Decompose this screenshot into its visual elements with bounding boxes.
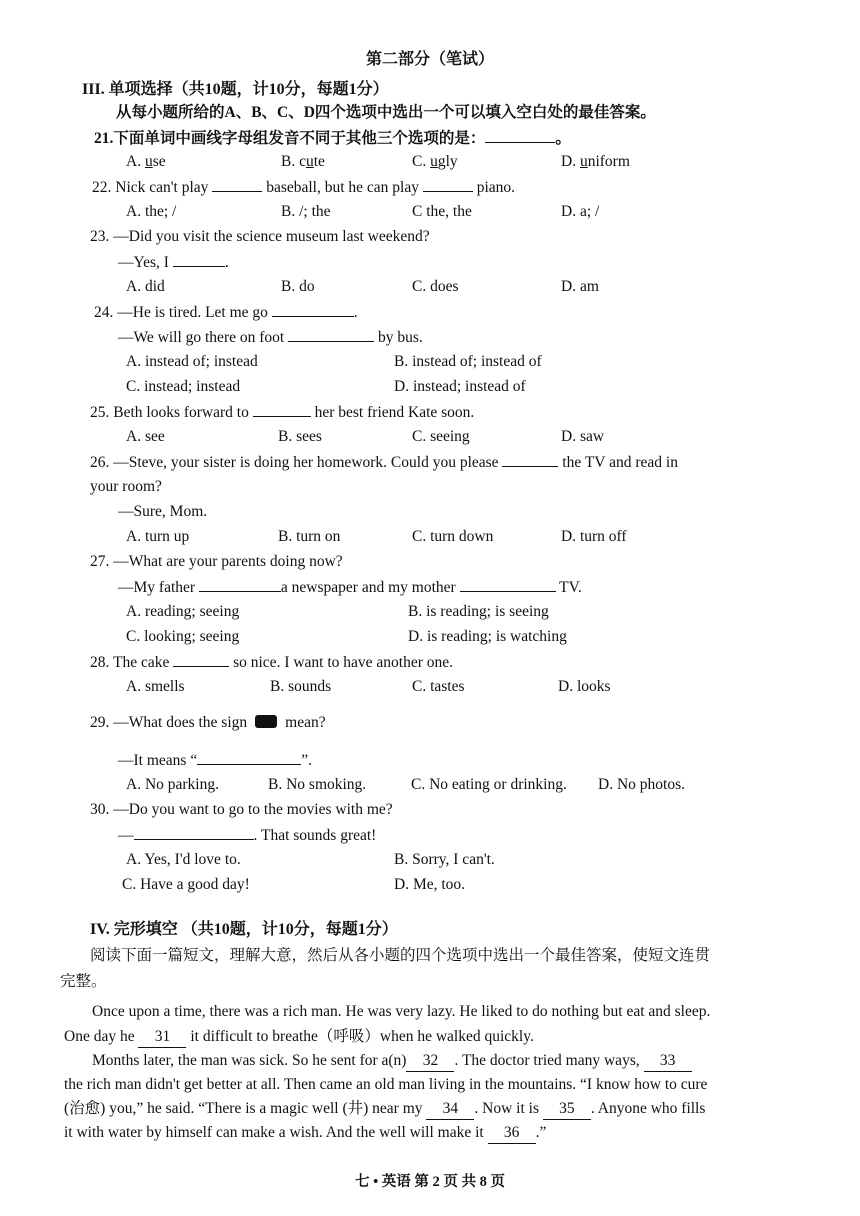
q23-option-a: A. did: [126, 278, 165, 295]
no-photo-sign-icon: [255, 715, 277, 728]
cloze-blank-33: 33: [644, 1051, 692, 1072]
q29-line-2: [118, 750, 312, 771]
q26-line-3: —Sure, Mom.: [118, 503, 208, 520]
q21-b-rest: te: [313, 153, 325, 170]
q21-b-underlined: u: [305, 153, 314, 170]
q21-option-a: [126, 152, 166, 172]
q27-line-2: [118, 577, 582, 598]
q27-option-a: A. reading; seeing: [126, 603, 240, 620]
q24-l1-text: 24. —He is tired. Let me go: [94, 304, 268, 321]
q28-stem: [90, 652, 453, 673]
q24-l2a: —We will go there on foot: [118, 329, 285, 346]
q23-line-1: 23. —Did you visit the science museum last weekend?: [90, 228, 430, 245]
q24-blank-2: [288, 327, 374, 342]
q29-option-b: B. No smoking.: [268, 776, 367, 793]
q26-option-b: B. turn on: [278, 528, 341, 545]
q21-stem: [94, 128, 571, 149]
q22-option-a: A. the; /: [126, 203, 177, 220]
q26-option-a: A. turn up: [126, 528, 190, 545]
q29-blank: [197, 750, 301, 765]
q30-line-2: [118, 825, 376, 846]
q21-blank: [485, 128, 555, 143]
q21-c-rest: gly: [437, 153, 458, 170]
q25-s1: 25. Beth looks forward to: [90, 404, 249, 421]
cloze-blank-31: 31: [138, 1027, 186, 1048]
q21-a-label: A.: [126, 153, 142, 170]
q25-option-c: C. seeing: [412, 428, 470, 445]
p2l3c: . Anyone who fills: [590, 1100, 706, 1117]
q30-option-d: D. Me, too.: [394, 876, 466, 893]
q21-d-rest: niform: [587, 153, 630, 170]
passage-p1-line-1: Once upon a time, there was a rich man. He was very lazy. He liked to do nothing but eat and sleep.: [92, 1003, 711, 1020]
p1l2a: One day he: [64, 1028, 135, 1045]
page-footer: 七 • 英语 第 2 页 共 8 页: [354, 1174, 506, 1190]
q29-l1b: mean?: [285, 714, 326, 731]
p2l4b: .”: [535, 1124, 547, 1141]
q30-l2a: —: [118, 827, 134, 844]
q27-l2b: a newspaper and my mother: [280, 579, 456, 596]
q26-l1a: 26. —Steve, your sister is doing her homework. Could you please: [90, 454, 499, 471]
q30-blank: [134, 825, 254, 840]
q25-stem: [90, 402, 474, 423]
q25-option-d: D. saw: [561, 428, 605, 445]
q22-option-b: B. /; the: [281, 203, 331, 220]
section3-instruction: 从每小题所给的A、B、C、D四个选项中选出一个可以填入空白处的最佳答案。: [116, 104, 656, 121]
q22-stem: [92, 177, 515, 198]
q29-option-c: C. No eating or drinking.: [411, 776, 567, 793]
p2l3a: (治愈) you,” he said. “There is a magic well (井) near my: [64, 1100, 423, 1117]
cloze-blank-35: 35: [543, 1099, 591, 1120]
passage-p2-line-3: [64, 1099, 705, 1120]
q22-s3: piano.: [476, 179, 516, 196]
q25-s2: her best friend Kate soon.: [314, 404, 475, 421]
q22-blank-1: [212, 177, 262, 192]
q23-line-2: [118, 252, 229, 273]
q30-l2b: . That sounds great!: [253, 827, 377, 844]
q21-stem-text: 21.下面单词中画线字母组发音不同于其他三个选项的是：: [94, 130, 486, 147]
passage-p2-line-4: [64, 1123, 546, 1144]
q22-option-d: D. a; /: [561, 203, 600, 220]
p2l4a: it with water by himself can make a wish. And the well will make it: [64, 1124, 484, 1141]
q27-blank-1: [199, 577, 281, 592]
q23-option-b: B. do: [281, 278, 315, 295]
q27-l2c: TV.: [559, 579, 582, 596]
q28-s1: 28. The cake: [90, 654, 170, 671]
q21-a-underlined: u: [144, 153, 153, 170]
q21-end: 。: [555, 130, 571, 147]
q28-option-b: B. sounds: [270, 678, 332, 695]
passage-p2-line-1: [92, 1051, 692, 1072]
q29-option-a: A. No parking.: [126, 776, 219, 793]
q23-blank: [173, 252, 225, 267]
q26-l1b: the TV and read in: [562, 454, 678, 471]
cloze-blank-32: 32: [406, 1051, 454, 1072]
cloze-blank-34: 34: [426, 1099, 474, 1120]
q21-b-pre: c: [299, 153, 306, 170]
section3-heading: III. 单项选择（共10题，计10分，每题1分）: [82, 81, 389, 98]
q21-a-rest: se: [152, 153, 166, 170]
q26-option-d: D. turn off: [561, 528, 627, 545]
q24-option-c: C. instead; instead: [126, 378, 241, 395]
section4-heading: IV. 完形填空 （共10题，计10分，每题1分）: [90, 921, 398, 938]
p1l2b: it difficult to breathe（呼吸）when he walked quickly.: [190, 1028, 534, 1045]
q21-c-label: C.: [412, 153, 427, 170]
q23-option-d: D. am: [561, 278, 599, 295]
p2l3b: . Now it is: [474, 1100, 539, 1117]
q26-line-2: your room?: [90, 478, 162, 495]
q26-blank: [502, 452, 558, 467]
cloze-blank-36: 36: [488, 1123, 536, 1144]
q23-l2-end: .: [224, 254, 229, 271]
passage-p2-line-2: the rich man didn't get better at all. Then came an old man living in the mountains. “I know how to cure: [64, 1076, 708, 1093]
q30-option-a: A. Yes, I'd love to.: [126, 851, 241, 868]
q28-s2: so nice. I want to have another one.: [233, 654, 454, 671]
q25-option-b: B. sees: [278, 428, 322, 445]
q23-l2-text: —Yes, I: [118, 254, 169, 271]
q27-option-d: D. is reading; is watching: [408, 628, 567, 645]
q27-line-1: 27. —What are your parents doing now?: [90, 553, 343, 570]
q24-option-a: A. instead of; instead: [126, 353, 258, 370]
q21-d-underlined: u: [579, 153, 588, 170]
passage-p1-line-2: [64, 1027, 534, 1048]
section4-instruction-1: 阅读下面一篇短文，理解大意，然后从各小题的四个选项中选出一个最佳答案，使短文连贯: [90, 947, 711, 964]
q22-option-c: C the, the: [412, 203, 472, 220]
q27-l2a: —My father: [118, 579, 196, 596]
q24-option-b: B. instead of; instead of: [394, 353, 542, 370]
q24-line-2: [118, 327, 423, 348]
q27-option-b: B. is reading; is seeing: [408, 603, 549, 620]
q21-option-d: [561, 152, 630, 172]
q30-line-1: 30. —Do you want to go to the movies with me?: [90, 801, 393, 818]
q28-option-d: D. looks: [558, 678, 611, 695]
q29-l2b: ”.: [301, 752, 312, 769]
q21-d-label: D.: [561, 153, 577, 170]
q21-option-b: [281, 152, 325, 172]
q22-blank-2: [423, 177, 473, 192]
q22-s2: baseball, but he can play: [266, 179, 419, 196]
q22-s1: 22. Nick can't play: [92, 179, 209, 196]
q24-line-1: [94, 302, 358, 323]
q24-option-d: D. instead; instead of: [394, 378, 526, 395]
q30-option-b: B. Sorry, I can't.: [394, 851, 495, 868]
q23-option-c: C. does: [412, 278, 459, 295]
q29-l1a: 29. —What does the sign: [90, 714, 248, 731]
q26-option-c: C. turn down: [412, 528, 494, 545]
q30-option-c: C. Have a good day!: [122, 876, 250, 893]
q26-line-1: [90, 452, 678, 473]
q28-option-a: A. smells: [126, 678, 185, 695]
q24-blank-1: [272, 302, 354, 317]
section4-instruction-2: 完整。: [60, 973, 107, 990]
q25-option-a: A. see: [126, 428, 165, 445]
q29-line-1: [90, 713, 326, 733]
p2l1b: . The doctor tried many ways,: [454, 1052, 640, 1069]
q28-blank: [173, 652, 229, 667]
q27-blank-2: [460, 577, 556, 592]
q21-c-underlined: u: [430, 153, 438, 170]
q24-l2b: by bus.: [377, 329, 423, 346]
q24-l1-end: .: [353, 304, 358, 321]
q27-option-c: C. looking; seeing: [126, 628, 240, 645]
q25-blank: [253, 402, 311, 417]
q21-option-c: [412, 152, 458, 172]
q21-b-label: B.: [281, 153, 296, 170]
p2l1a: Months later, the man was sick. So he sent for a(n): [92, 1052, 407, 1069]
q29-l2a: —It means “: [118, 752, 198, 769]
part-title: 第二部分（笔试）: [365, 51, 494, 68]
q29-option-d: D. No photos.: [598, 776, 685, 793]
q28-option-c: C. tastes: [412, 678, 465, 695]
